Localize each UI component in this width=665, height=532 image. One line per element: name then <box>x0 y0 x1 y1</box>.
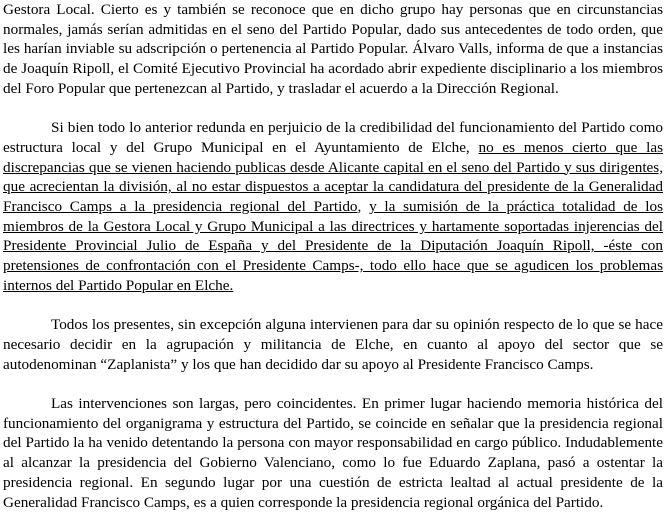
paragraph-credibilidad-intro: Si bien todo lo anterior redunda en perjuicio de la credibilidad del funcionamiento del Partido como estructura local y del Grupo Municipal en el Ayuntamiento de Elche, <box>3 119 663 156</box>
paragraph-spacer <box>3 374 663 394</box>
paragraph-credibilidad <box>3 118 663 295</box>
paragraph-gestora-local: Gestora Local. Cierto es y también se reconoce que en dicho grupo hay personas que en circunstancias normales, jamás serían admitidas en el seno del Partido Popular, dado sus antecedentes de todo orden, que les harían inviable su adscripción o pertenencia al Partido Popular. Álvaro Valls, informa de que a instancias de Joaquín Ripoll, el Comité Ejecutivo Provincial ha acordado abrir expediente disciplinario a los miembros del Foro Popular que pertenezcan al Partido, y trasladar el acuerdo a la Dirección Regional. <box>3 1 663 97</box>
underlined-discrepancias: no es menos cierto que las discrepancias que se vienen haciendo publicas desde Alicante capital en el seno del Partido y sus dirigentes, que acrecientan la división, al no estar dispuestos a aceptar la candidatura del presidente de la Generalidad Francisco Camps a la presidencia regional del Partido <box>3 138 663 216</box>
paragraph-spacer <box>3 99 663 119</box>
document-page <box>3 0 663 512</box>
paragraph-separator: , <box>357 198 370 216</box>
paragraph-todos-presentes: Todos los presentes, sin excepción alguna intervienen para dar su opinión respecto de lo que se hace necesario decidir en la agrupación y militancia de Elche, en cuanto al apoyo del sector que se autodenominan “Zaplanista” y los que han decidido dar su apoyo al Presidente Francisco Camps. <box>3 316 663 373</box>
underlined-sumision: y la sumisión de la práctica totalidad de los miembros de la Gestora Local y Grupo Municipal a las directrices y hartamente soportadas injerencias del Presidente Provincial Julio de España y del Presidente de la Diputación Joaquín Ripoll, -éste con pretensiones de confrontación con el Presidente Camps-, todo ello hace que se agudicen los problemas internos del Partido Popular en Elche. <box>3 198 663 294</box>
paragraph-intervenciones: Las intervenciones son largas, pero coincidentes. En primer lugar haciendo memoria histórica del funcionamiento del organigrama y estructura del Partido, se coincide en señalar que la presidencia regional del Partido la ha venido detentando la persona con mayor responsabilidad en cargo público. Indudablemente al alcanzar la presidencia del Gobierno Valenciano, como lo fue Eduardo Zaplana, pasó a ostentar la presidencia regional. En segundo lugar por una cuestión de estricta lealtad al actual presidente de la Generalidad Francisco Camps, es a quien corresponde la presidencia regional orgánica del Partido. <box>3 395 663 511</box>
paragraph-spacer <box>3 296 663 316</box>
